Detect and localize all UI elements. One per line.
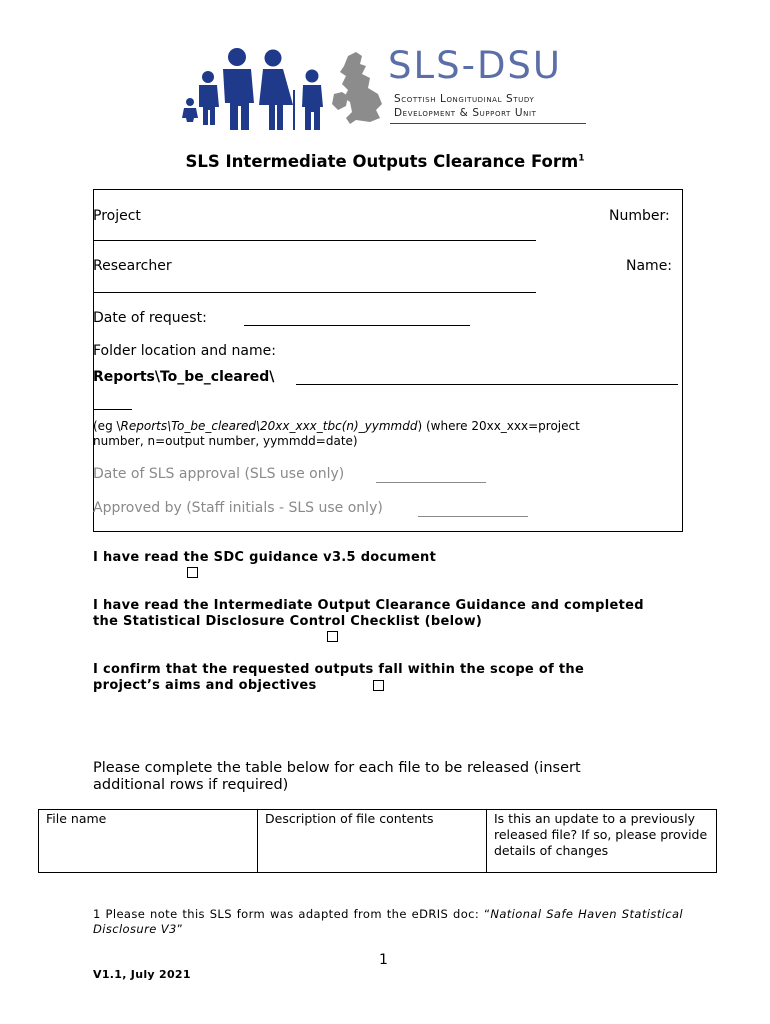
statement-clearance-line-1: I have read the Intermediate Output Clearance Guidance and completed <box>93 598 644 613</box>
folder-hint <box>93 419 683 449</box>
logo-subtitle-line-2: Development & Support Unit <box>394 107 537 119</box>
scope-confirmation-checkbox[interactable] <box>373 680 384 691</box>
folder-hint-rest-2: number, n=output number, yymmdd=date) <box>93 434 358 448</box>
folder-name-field-continued[interactable] <box>93 409 132 410</box>
sdc-guidance-checkbox[interactable] <box>187 567 198 578</box>
approved-by-label: Approved by (Staff initials - SLS use only) <box>93 500 383 516</box>
statement-clearance-line-2: the Statistical Disclosure Control Checklist (below) <box>93 614 483 629</box>
folder-location-label: Folder location and name: <box>93 343 276 359</box>
clearance-guidance-checkbox[interactable] <box>327 631 338 642</box>
page-number: 1 <box>379 952 388 968</box>
sls-logo-graphic <box>178 46 388 130</box>
statement-scope-confirmation <box>93 662 584 694</box>
family-figures-icon <box>182 48 323 130</box>
sls-approval-date-field[interactable] <box>376 482 486 483</box>
table-header-row <box>39 810 717 873</box>
instructions-line-1: Please complete the table below for each file to be released (insert <box>93 760 581 776</box>
statement-clearance-guidance <box>93 598 644 630</box>
column-description: Description of file contents <box>258 810 487 873</box>
footnote-end: ” <box>176 922 184 936</box>
version-label: V1.1, July 2021 <box>93 968 191 981</box>
researcher-name-label: Name: <box>626 258 673 274</box>
logo-divider <box>390 123 586 124</box>
footnote-text: 1 Please note this SLS form was adapted from the eDRIS doc: “ <box>93 907 491 921</box>
footnote-italic: National Safe Haven Statistical Disclosure V3 <box>93 907 683 936</box>
folder-prefix: Reports\To_be_cleared\ <box>93 369 275 385</box>
folder-hint-open: (eg \ <box>93 419 121 433</box>
files-table <box>38 809 717 873</box>
statement-sdc-guidance: I have read the SDC guidance v3.5 document <box>93 550 437 565</box>
statement-scope-line-1: I confirm that the requested outputs fall within the scope of the <box>93 662 585 677</box>
project-label: Project <box>93 208 141 224</box>
project-number-field[interactable] <box>93 240 536 241</box>
date-of-request-field[interactable] <box>244 325 470 326</box>
instructions-line-2: additional rows if required) <box>93 777 289 793</box>
folder-hint-rest: ) (where 20xx_xxx=project <box>417 419 580 433</box>
form-title <box>0 152 770 171</box>
folder-hint-path: Reports\To_be_cleared\20xx_xxx_tbc(n)_yymmdd <box>120 419 418 433</box>
folder-name-field[interactable] <box>296 384 678 385</box>
footnote-marker: 1 <box>578 153 585 164</box>
approved-by-field[interactable] <box>418 516 528 517</box>
form-title-text: SLS Intermediate Outputs Clearance Form <box>185 152 579 171</box>
logo-title: SLS-DSU <box>388 44 562 87</box>
logo-subtitle-line-1: Scottish Longitudinal Study <box>394 93 535 105</box>
table-instructions <box>93 760 581 794</box>
sls-approval-date-label: Date of SLS approval (SLS use only) <box>93 466 345 482</box>
researcher-label: Researcher <box>93 258 172 274</box>
project-number-label: Number: <box>609 208 670 224</box>
uk-map-icon <box>332 52 382 124</box>
date-of-request-label: Date of request: <box>93 310 207 326</box>
column-update-details: Is this an update to a previously released file? If so, please provide details of changes <box>487 810 717 873</box>
researcher-name-field[interactable] <box>93 292 536 293</box>
statement-scope-line-2: project’s aims and objectives <box>93 678 317 693</box>
footnote <box>93 907 683 937</box>
column-file-name: File name <box>39 810 258 873</box>
